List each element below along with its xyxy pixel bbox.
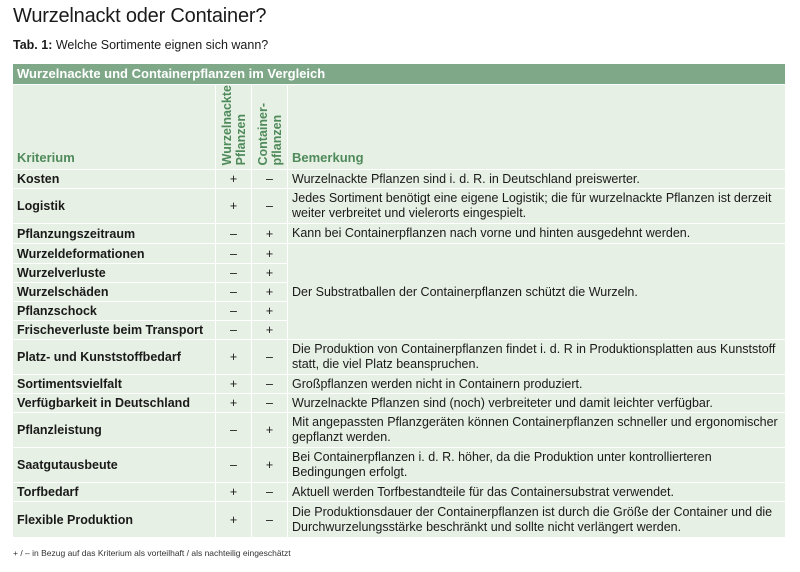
- row-wurzelnackt-rating: +: [215, 340, 251, 374]
- table-row: [13, 263, 287, 282]
- row-container-rating: –: [251, 340, 287, 374]
- row-bemerkung: Kann bei Containerpflanzen nach vorne und hinten ausgedehnt werden.: [287, 224, 785, 243]
- row-kriterium: Platz- und Kunststoffbedarf: [17, 350, 181, 364]
- header-bemerkung: Bemerkung: [287, 85, 785, 171]
- row-container-rating: +: [251, 264, 287, 282]
- row-wurzelnackt-rating: –: [215, 448, 251, 482]
- row-kriterium: Pflanzschock: [17, 304, 97, 318]
- row-kriterium: Saatgutausbeute: [17, 458, 118, 472]
- row-kriterium: Sortimentsvielfalt: [17, 377, 122, 391]
- subtitle-text: Welche Sortimente eignen sich wann?: [52, 38, 269, 52]
- row-bemerkung: Jedes Sortiment benötigt eine eigene Logistik; die für wurzelnackte Pflanzen ist derzeit weiter verbreitet und vielerorts eingespielt.: [287, 189, 785, 223]
- row-kriterium: Flexible Produktion: [17, 512, 133, 527]
- row-container-rating: +: [251, 283, 287, 301]
- row-kriterium: Verfügbarkeit in Deutschland: [17, 396, 190, 410]
- row-container-rating: –: [251, 483, 287, 501]
- row-wurzelnackt-rating: +: [215, 502, 251, 537]
- row-kriterium: Pflanzungszeitraum: [17, 226, 136, 241]
- merged-row-group: [13, 243, 785, 339]
- row-kriterium: Frischeverluste beim Transport: [17, 323, 204, 337]
- row-bemerkung: Die Produktionsdauer der Containerpflanzen ist durch die Größe der Container und die Durchwurzelungsstärke beschränkt und sollte nicht verlängert werden.: [287, 502, 785, 537]
- row-wurzelnackt-rating: –: [215, 264, 251, 282]
- row-container-rating: +: [251, 244, 287, 263]
- comparison-table: [13, 64, 785, 537]
- table-row: [13, 447, 785, 482]
- row-container-rating: +: [251, 321, 287, 339]
- merged-bemerkung: Der Substratballen der Containerpflanzen schützt die Wurzeln.: [287, 244, 785, 339]
- row-wurzelnackt-rating: –: [215, 321, 251, 339]
- table-row: [13, 244, 287, 263]
- table-header-row: [13, 84, 785, 169]
- table-caption: Wurzelnackte und Containerpflanzen im Vergleich: [13, 64, 785, 84]
- row-kriterium: Wurzelschäden: [17, 285, 109, 299]
- table-row: [13, 393, 785, 412]
- row-wurzelnackt-rating: –: [215, 283, 251, 301]
- row-container-rating: +: [251, 224, 287, 243]
- table-row: [13, 301, 287, 320]
- row-wurzelnackt-rating: +: [215, 394, 251, 412]
- table-row: [13, 374, 785, 393]
- row-bemerkung: Mit angepassten Pflanzgeräten können Containerpflanzen schneller und ergonomischer gepflanzt werden.: [287, 413, 785, 447]
- row-container-rating: +: [251, 413, 287, 447]
- row-bemerkung: Wurzelnackte Pflanzen sind (noch) verbreiteter und damit leichter verfügbar.: [287, 394, 785, 412]
- row-kriterium: Wurzeldeformationen: [17, 246, 145, 261]
- row-kriterium: Wurzelverluste: [17, 266, 106, 280]
- row-container-rating: –: [251, 375, 287, 393]
- row-wurzelnackt-rating: +: [215, 170, 251, 188]
- row-wurzelnackt-rating: +: [215, 483, 251, 501]
- header-wurzelnackt: Wurzelnackte Pflanzen: [219, 85, 248, 166]
- row-container-rating: +: [251, 448, 287, 482]
- row-wurzelnackt-rating: –: [215, 224, 251, 243]
- row-kriterium: Torfbedarf: [17, 485, 79, 499]
- table-row: [13, 320, 287, 339]
- header-container: Container- pflanzen: [255, 102, 284, 166]
- row-container-rating: –: [251, 189, 287, 223]
- row-wurzelnackt-rating: –: [215, 413, 251, 447]
- row-container-rating: –: [251, 394, 287, 412]
- row-container-rating: +: [251, 302, 287, 320]
- row-wurzelnackt-rating: –: [215, 244, 251, 263]
- table-row: [13, 282, 287, 301]
- table-row: [13, 501, 785, 537]
- table-row: [13, 188, 785, 223]
- row-wurzelnackt-rating: –: [215, 302, 251, 320]
- footnote: + / – in Bezug auf das Kriterium als vorteilhaft / als nachteilig eingeschätzt: [13, 548, 291, 558]
- row-container-rating: –: [251, 170, 287, 188]
- table-row: [13, 412, 785, 447]
- table-row: [13, 339, 785, 374]
- page-title: Wurzelnackt oder Container?: [13, 5, 267, 27]
- row-bemerkung: Die Produktion von Containerpflanzen findet i. d. R in Produktionsplatten aus Kunststoff statt, die viel Platz beanspruchen.: [287, 340, 785, 374]
- row-kriterium: Logistik: [17, 199, 65, 213]
- row-kriterium: Kosten: [17, 172, 60, 186]
- row-bemerkung: Bei Containerpflanzen i. d. R. höher, da die Produktion unter kontrollierteren Bedingungen erfolgt.: [287, 448, 785, 482]
- table-row: [13, 482, 785, 501]
- header-kriterium: Kriterium: [17, 150, 75, 166]
- subtitle-label: Tab. 1:: [13, 38, 53, 52]
- row-wurzelnackt-rating: +: [215, 375, 251, 393]
- row-bemerkung: Aktuell werden Torfbestandteile für das Containersubstrat verwendet.: [287, 483, 785, 501]
- table-row: [13, 169, 785, 188]
- row-bemerkung: Wurzelnackte Pflanzen sind i. d. R. in Deutschland preiswerter.: [287, 170, 785, 188]
- row-bemerkung: Großpflanzen werden nicht in Containern produziert.: [287, 375, 785, 393]
- table-row: [13, 223, 785, 243]
- row-wurzelnackt-rating: +: [215, 189, 251, 223]
- row-kriterium: Pflanzleistung: [17, 423, 102, 437]
- row-container-rating: –: [251, 502, 287, 537]
- table-subtitle: [13, 38, 268, 52]
